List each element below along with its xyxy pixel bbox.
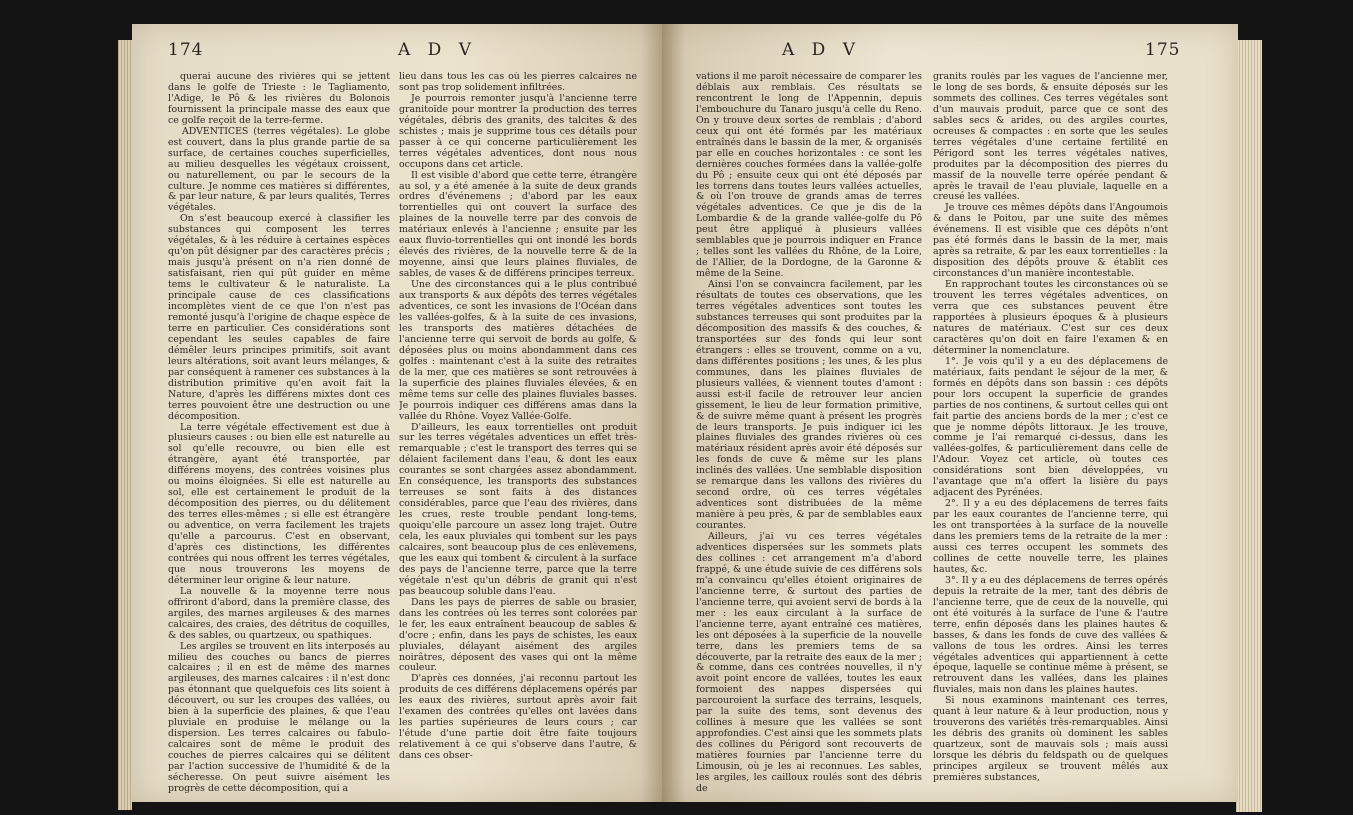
left-page-column-1 xyxy=(168,72,390,797)
paragraph: Dans les pays de pierres de sable ou brasier, dans les contrées où les terres sont colorées par le fer, les eaux entraînent beaucoup de sables & d'ocre ; enfin, dans les pays de schistes, les eaux pluviales, délayant aisément des argiles noirâtres, déposent des vases qui ont la même couleur. xyxy=(399,596,637,674)
paragraph: Une des circonstances qui a le plus contribué aux transports & aux dépôts des terres végétales adventices, ce sont les invasions de l'Océan dans les vallées-golfes, & à la suite de ces invasions, les transports des matières détachées de l'ancienne terre qui servoit de bords au golfe, & déposées plus ou moins abondamment dans ces golfes : maintenant c'est à la suite des retraites de la mer, que ces matières se sont retrouvées à la superficie des plaines fluviales élevées, & en même tems sur celle des plaines fluviales basses. Je pourrois indiquer ces différens amas dans la vallée du Rhône. Voyez Vallée-Golfe. xyxy=(399,279,637,422)
right-page-column-2 xyxy=(933,72,1168,797)
article-heading-paragraph: ADVENTICES (terres végétales). Le globe est couvert, dans la plus grande partie de sa surface, de certaines couches superficielles, au milieu desquelles les végétaux croissent, ou naturellement, ou par le secours de la culture. Je nomme ces matières si différentes, & par leur nature, & par leurs qualités, Terres végétales. xyxy=(168,125,390,214)
paragraph: lieu dans tous les cas où les pierres calcaires ne sont pas trop solidement infiltrées. xyxy=(399,72,637,93)
book-page-edges-left xyxy=(118,40,132,810)
paragraph: Si nous examinons maintenant ces terres, quant à leur nature & à leur production, nous y trouverons des variétés très-remarquables. Ainsi les débris des granits où dominent les sables quartzeux, sont de mauvais sols ; mais aussi lorsque les débris du feldspath ou de quelques principes argileux se trouvent mêlés aux premières substances, xyxy=(933,695,1168,783)
paragraph: Les argiles se trouvent en lits interposés au milieu des couches ou bancs de pierres calcaires ; il en est de même des marnes argileuses, des marnes calcaires : il n'est donc pas étonnant que quelquefois ces lits soient à découvert, ou sur les croupes des vallées, ou bien à la superficie des plaines, & que l'eau pluviale en produise le mélange ou la dispersion. Les terres calcaires ou fabulo-calcaires sont de même le produit des couches de pierres calcaires qui se délitent par l'action successive de l'humidité & de la sécheresse. On peut suivre aisément les progrès de cette décomposition, qui a xyxy=(168,640,390,794)
right-page-number: 175 xyxy=(1145,40,1181,60)
book-page-edges-right xyxy=(1236,40,1262,812)
paragraph: La nouvelle & la moyenne terre nous offriront d'abord, dans la première classe, des argiles, des marnes argileuses & des marnes calcaires, des craies, des détritus de coquilles, & des sables, ou quartzeux, ou spathiques. xyxy=(168,585,390,641)
paragraph: Il est visible d'abord que cette terre, étrangère au sol, y a été amenée à la suite de deux grands ordres d'événemens ; d'abord par les eaux torrentielles qui ont couvert la surface des plaines de la nouvelle terre par des convois de matériaux enlevés à l'ancienne ; ensuite par les eaux fluvio-torrentielles qui ont inondé les bords élevés des rivières, de la nouvelle terre & de la moyenne, ainsi que leurs plaines fluviales, de sables, de vases & de différens principes terreux. xyxy=(399,169,637,280)
paragraph: La terre végétale effectivement est due à plusieurs causes : ou bien elle est naturelle au sol qu'elle recouvre, ou bien elle est étrangère, ayant été transportée, par différens moyens, des contrées voisines plus ou moins éloignées. Si elle est naturelle au sol, elle est certainement le produit de la décomposition des pierres, ou du délitement des terres elles-mêmes ; si elle est étrangère ou adventice, on verra facilement les trajets qu'elle a parcourus. C'est en observant, d'après ces distinctions, les différentes contrées qui nous offrent les terres végétales, que nous trouverons les moyens de déterminer leur origine & leur nature. xyxy=(168,421,390,586)
paragraph: Je pourrois remonter jusqu'à l'ancienne terre granitoïde pour montrer la production des terres végétales, débris des granits, des talcites & des schistes ; mais je supprime tous ces détails pour passer à ce qui concerne particulièrement les terres végétales adventices, dont nous nous occupons dans cet article. xyxy=(399,92,637,170)
paragraph: 2°. Il y a eu des déplacemens de terres faits par les eaux courantes de l'ancienne terre, qui les ont transportées à la surface de la nouvelle dans les premiers tems de la retraite de la mer : aussi ces terres occupent les sommets des collines de cette nouvelle terre, les plaines hautes, &c. xyxy=(933,498,1168,575)
left-page-column-2 xyxy=(399,72,637,797)
right-running-head: A D V xyxy=(782,40,861,60)
paragraph: granits roulés par les vagues de l'ancienne mer, le long de ses bords, & ensuite déposés sur les sommets des collines. Ces terres végétales sont d'un mauvais produit, parce que ce sont des sables secs & arides, ou des argiles courtes, ocreuses & compactes : en sorte que les seules terres végétales d'une certaine fertilité en Périgord sont les terres végétales natives, produites par la décomposition des pierres du massif de la nouvelle terre opérée pendant & après le travail de l'eau pluviale, laquelle en a creusé les vallées. xyxy=(933,72,1168,203)
left-page-number: 174 xyxy=(168,40,204,60)
paragraph: On s'est beaucoup exercé à classifier les substances qui composent les terres végétales, & à les réduire à certaines espèces qu'on pût désigner par des caractères précis ; mais jusqu'à présent on n'a rien donné de satisfaisant, rien qui pût guider en même tems le cultivateur & le naturaliste. La principale cause de ces classifications incomplètes vient de ce que l'on n'est pas remonté jusqu'à l'origine de chaque espèce de terre en particulier. Ces considérations sont cependant les seules capables de faire démêler leurs principes primitifs, soit avant leurs altérations, soit avant leurs mélanges, & par conséquent à ramener ces substances à la distribution primitive qu'en avoit fait la Nature, d'après les différens mixtes dont ces terres pouvoient être une destruction ou une décomposition. xyxy=(168,213,390,422)
paragraph: En rapprochant toutes les circonstances où se trouvent les terres végétales adventices, on verra que ces substances peuvent être rapportées à plusieurs époques & à plusieurs natures de matériaux. C'est sur ces deux caractères qu'on doit en faire l'examen & en déterminer la nomenclature. xyxy=(933,279,1168,356)
paragraph: Ainsi l'on se convaincra facilement, par les résultats de toutes ces observations, que les terres végétales adventices sont toutes les substances terreuses qui sont produites par la décomposition des massifs & des couches, & transportées sur des fonds qui leur sont étrangers : elles se trouvent, comme on a vu, dans différentes positions ; les unes, & les plus communes, dans les plaines fluviales de plusieurs vallées, & viennent toutes d'amont : aussi est-il facile de retrouver leur ancien gissement, le lieu de leur formation primitive, & de suivre même quant à présent les progrès de leurs transports. Je puis indiquer ici les plaines fluviales des grandes rivières où ces matériaux résident après avoir été déposés sur les fonds de cuve & même sur les plans inclinés des vallées. Une semblable disposition se remarque dans les vallons des rivières du second ordre, où ces terres végétales adventices sont distribuées de la même manière à peu près, & par de semblables eaux courantes. xyxy=(696,279,922,532)
paragraph: querai aucune des rivières qui se jettent dans le golfe de Trieste : le Tagliamento, l'Adige, le Pô & les rivières du Bolonois fournissent la principale masse des eaux que ce golfe reçoit de la terre-ferme. xyxy=(168,72,390,126)
paragraph: 1°. Je vois qu'il y a eu des déplacemens de matériaux, faits pendant le séjour de la mer, & formés en dépôts dans son bassin : ces dépôts pour lors occupent la superficie de grandes parties de nos continens, & surtout celles qui ont fait partie des anciens bords de la mer ; c'est ce que je nomme dépôts littoraux. Je les trouve, comme je l'ai remarqué ci-dessus, dans les vallées-golfes, & particulièrement dans celle de l'Adour. Voyez cet article, où toutes ces considérations sont bien développées, vu l'avantage que m'a offert la lisière du pays adjacent des Pyrénées. xyxy=(933,355,1168,499)
paragraph: 3°. Il y a eu des déplacemens de terres opérés depuis la retraite de la mer, tant des débris de l'ancienne terre, que de ceux de la nouvelle, qui ont été voiturés à la surface de l'une & l'autre terre, enfin déposés dans les plaines hautes & basses, & dans les fonds de cuve des vallées & vallons de tous les ordres. Ainsi les terres végétales adventices qui appartiennent à cette époque, laquelle se continue même à présent, se retrouvent dans les vallées, dans les plaines fluviales, mais non dans les plaines hautes. xyxy=(933,574,1168,696)
paragraph: Je trouve ces mêmes dépôts dans l'Angoumois & dans le Poitou, par une suite des mêmes événemens. Il est visible que ces dépôts n'ont pas été formés dans le bassin de la mer, mais après sa retraite, & par les eaux torrentielles : la disposition des dépôts prouve & établit ces circonstances d'un manière incontestable. xyxy=(933,202,1168,280)
paragraph: vations il me paroît nécessaire de comparer les déblais aux remblais. Ces résultats se rencontrent le long de l'Appennin, depuis l'embouchure du Tanaro jusqu'à celle du Reno. On y trouve deux sortes de remblais ; d'abord ceux qui ont été formés par les matériaux entraînés dans le bassin de la mer, & organisés par elle en couches horizontales : ce sont les dernières couches formées dans la vallée-golfe du Pô ; ensuite ceux qui ont été déposés par les torrens dans toutes leurs vallées actuelles, & où l'on trouve de grands amas de terres végétales adventices. Ce que je dis de la Lombardie & de la grande vallée-golfe du Pô peut être appliqué à plusieurs vallées semblables que je pourrois indiquer en France ; telles sont les vallées du Rhône, de la Loire, de l'Allier, de la Dordogne, de la Garonne & même de la Seine. xyxy=(696,72,922,280)
paragraph: D'ailleurs, les eaux torrentielles ont produit sur les terres végétales adventices un effet très-remarquable ; c'est le transport des terres qui se délaient facilement dans l'eau, & dont les eaux courantes se sont chargées assez abondamment. En conséquence, les transports des substances terreuses se sont faits à des distances considérables, parce que l'eau des rivières, dans les crues, reste trouble pendant long-tems, quoiqu'elle parcoure un assez long trajet. Outre cela, les eaux pluviales qui tombent sur les pays calcaires, sont beaucoup plus de ces enlèvemens, que les eaux qui tombent & circulent à la surface des pays de l'ancienne terre, parce que la terre végétale n'est qu'un débris de granit qui n'est pas beaucoup soluble dans l'eau. xyxy=(399,421,637,597)
paragraph: D'après ces données, j'ai reconnu partout les produits de ces différens déplacemens opérés par les eaux des rivières, surtout après avoir fait l'examen des contrées qu'elles ont lavées dans les parties supérieures de leurs cours ; car l'étude d'une partie doit être faite toujours relativement à ce qui s'observe dans l'autre, & dans ces obser- xyxy=(399,673,637,762)
right-page-column-1 xyxy=(696,72,922,797)
paragraph: Ailleurs, j'ai vu ces terres végétales adventices dispersées sur les sommets plats des collines : cet arrangement m'a d'abord frappé, & une étude suivie de ces différens sols m'a convaincu qu'elles étoient originaires de l'ancienne terre, & surtout des parties de l'ancienne terre, qui avoient servi de bords à la mer : les eaux circulant à la surface de l'ancienne terre, ayant entraîné ces matières, les ont déposées à la superficie de la nouvelle terre, dans les premiers tems de sa découverte, par la retraite des eaux de la mer ; & comme, dans ces contrées nouvelles, il n'y avoit point encore de vallées, toutes les eaux formoient des nappes dispersées qui parcouroient la surface des terrains, lesquels, par la suite des tems, sont devenus des collines à mesure que les vallées se sont approfondies. C'est ainsi que les sommets plats des collines du Périgord sont recouverts de matières fournies par l'ancienne terre du Limousin, où je les ai reconnues. Les sables, les argiles, les cailloux roulés sont des débris de xyxy=(696,531,922,794)
left-running-head: A D V xyxy=(398,40,477,60)
